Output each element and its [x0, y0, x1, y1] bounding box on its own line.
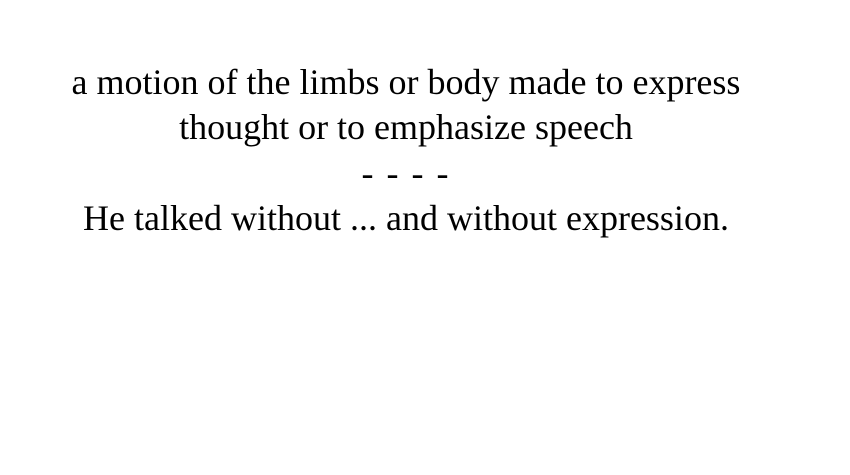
- definition-line-2: thought or to emphasize speech: [179, 107, 633, 147]
- definition-line-1: a motion of the limbs or body made to express: [71, 62, 741, 102]
- separator: - - - -: [361, 153, 451, 193]
- example-sentence: He talked without ... and without expression.: [83, 198, 729, 238]
